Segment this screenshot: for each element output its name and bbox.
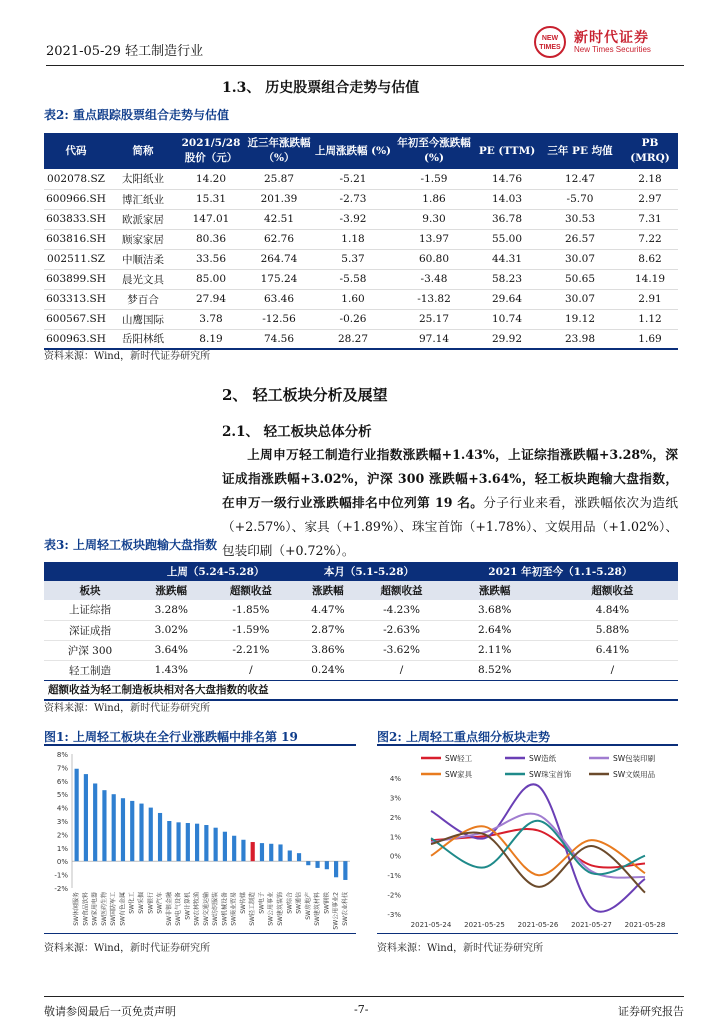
fig2-ytick-label: -3% xyxy=(387,911,401,919)
table3-sub-header: 涨跌幅 xyxy=(136,581,206,600)
table3-cell: -4.23% xyxy=(383,603,420,616)
fig1-bar xyxy=(167,821,171,861)
fig1-caption: 图1: 上周轻工板块在全行业涨跌幅中排名第 19 xyxy=(44,730,298,744)
fig1-bar xyxy=(297,853,301,861)
fig2-ytick-label: 0% xyxy=(389,852,401,861)
table3-row xyxy=(44,600,678,620)
table3-cell: -3.62% xyxy=(383,644,420,656)
table2-cell: 44.31 xyxy=(476,249,538,269)
logo-chinese-name: 新时代证券 xyxy=(574,30,649,46)
footer-report-type: 证券研究报告 xyxy=(618,1005,684,1018)
table2-cell: 26.57 xyxy=(538,229,622,249)
table2-cell: 2.18 xyxy=(622,169,678,189)
table2-cell: 2.97 xyxy=(622,189,678,209)
table2-row xyxy=(44,309,678,329)
table2-cell: -5.70 xyxy=(538,189,622,209)
fig1-category-label: SW建筑材料 xyxy=(314,892,322,926)
fig2-ytick-label: -1% xyxy=(387,872,401,881)
table2-cell: 147.01 xyxy=(178,209,244,229)
table3-sub-header: 超额收益 xyxy=(360,581,442,600)
paragraph-bold-text: 上周申万轻工制造行业指数涨跌幅+1.43%，上证综指涨跌幅+3.28%，深证成指涨跌幅+3.02%，沪深 300 涨跌幅+3.64%，轻工板块跑输大盘指数，在申万一级行业涨跌幅排名中位列第 19 名。 xyxy=(222,447,678,510)
fig1-ytick-label: 8% xyxy=(56,751,68,759)
page-header xyxy=(46,30,684,66)
table2 xyxy=(44,133,678,350)
fig1-bar xyxy=(121,798,125,861)
fig2-series-line xyxy=(431,832,645,892)
table3-sub-header: 涨跌幅 xyxy=(295,581,360,600)
table2-cell: 29.64 xyxy=(476,289,538,309)
fig1-bar xyxy=(176,822,180,861)
fig1-bar xyxy=(130,801,134,861)
table2-cell: 201.39 xyxy=(244,189,314,209)
table2-cell: 85.00 xyxy=(178,269,244,289)
table3-cell: 轻工制造 xyxy=(69,664,111,677)
table3-cell: 0.24% xyxy=(311,664,345,676)
table2-col-header: 2021/5/28 股价（元） xyxy=(178,133,244,169)
fig1-category-label: SW休闲服务 xyxy=(73,892,81,926)
table2-row xyxy=(44,269,678,289)
table2-row xyxy=(44,209,678,229)
fig1-bar xyxy=(232,836,236,861)
table2-cell: -2.73 xyxy=(314,189,392,209)
table3-cell: 3.68% xyxy=(478,603,512,616)
fig1-bar xyxy=(306,861,310,865)
table2-cell: 62.76 xyxy=(244,229,314,249)
fig1-category-label: SW医药生物 xyxy=(100,892,108,926)
fig1-category-label: SW建筑装饰 xyxy=(277,892,284,926)
table3-row xyxy=(44,620,678,640)
fig1-source: 资料来源：Wind，新时代证券研究所 xyxy=(44,943,211,954)
table2-cell: 12.47 xyxy=(538,169,622,189)
table3-cell: 深证成指 xyxy=(69,624,111,637)
fig1-bar xyxy=(75,769,79,861)
fig1-bar xyxy=(334,861,338,877)
fig2-legend-label: SW轻工 xyxy=(445,754,473,763)
fig2-legend-label: SW家具 xyxy=(445,770,473,779)
table2-cell: 80.36 xyxy=(178,229,244,249)
fig2-legend-label: SW文娱用品 xyxy=(613,770,656,779)
fig1-category-label: SW轻工制造 xyxy=(249,892,257,926)
table2-cell: 29.92 xyxy=(476,329,538,349)
fig2-bottom-rule xyxy=(377,933,678,934)
table2-row xyxy=(44,249,678,269)
fig1-bar xyxy=(260,843,264,861)
table2-cell: 15.31 xyxy=(178,189,244,209)
table3-cell: 3.64% xyxy=(154,644,188,656)
fig1-category-label: SW机械设备 xyxy=(221,892,229,926)
analysis-paragraph xyxy=(222,443,678,563)
table3-cell: / xyxy=(399,664,404,676)
table2-cell: 30.07 xyxy=(538,289,622,309)
table2-row xyxy=(44,329,678,349)
table2-cell: 97.14 xyxy=(392,329,476,349)
fig1-category-label: SW非银金融 xyxy=(165,892,173,926)
table3-cell: 4.47% xyxy=(311,603,345,616)
fig1-category-label: SW汽车 xyxy=(156,892,164,914)
fig1-category-label: SW家用电器 xyxy=(91,892,99,926)
table3-sub-header: 板块 xyxy=(44,581,136,600)
page-footer xyxy=(44,996,684,1016)
table2-cell: 1.69 xyxy=(622,329,678,349)
fig2-ytick-label: -2% xyxy=(387,891,401,900)
table2-cell: 5.37 xyxy=(314,249,392,269)
table2-cell: 603816.SH xyxy=(44,229,108,249)
fig1-ytick-label: 0% xyxy=(56,858,68,867)
fig1-category-label: SW交通运输 xyxy=(202,892,210,926)
table2-row xyxy=(44,229,678,249)
fig2-legend-label: SW造纸 xyxy=(529,754,557,763)
table2-col-header: 年初至今涨跌幅 (%) xyxy=(392,133,476,169)
fig1-category-label: SW公用事业 xyxy=(267,892,275,926)
table3-row xyxy=(44,660,678,680)
table3-cell: 3.28% xyxy=(154,603,188,616)
table2-cell: 岳阳林纸 xyxy=(108,329,178,349)
table2-cell: 603313.SH xyxy=(44,289,108,309)
header-date-industry: 2021-05-29 轻工制造行业 xyxy=(46,44,204,59)
fig1-bar xyxy=(158,813,162,861)
fig1-category-label: SW综合 xyxy=(286,892,294,914)
fig2-legend-label: SW包装印刷 xyxy=(613,754,656,763)
table3-cell: 1.43% xyxy=(154,664,188,676)
fig1-category-label: SW国防军工 xyxy=(110,892,118,926)
fig1-bar xyxy=(112,794,116,861)
table2-cell: 顾家家居 xyxy=(108,229,178,249)
table3-cell: / xyxy=(610,664,615,676)
table2-cell: -3.92 xyxy=(314,209,392,229)
footer-page-number: -7- xyxy=(354,1003,369,1016)
table3-group-header: 上周（5.24-5.28） xyxy=(136,562,295,581)
fig1-bar xyxy=(251,842,255,861)
table3-source: 资料来源：Wind，新时代证券研究所 xyxy=(44,703,211,714)
table2-source: 资料来源：Wind，新时代证券研究所 xyxy=(44,351,211,362)
table3-cell: 4.84% xyxy=(595,603,630,616)
footer-disclaimer: 敬请参阅最后一页免责声明 xyxy=(44,1005,176,1018)
section-2-title: 2、 轻工板块分析及展望 xyxy=(222,386,388,404)
table2-cell: 63.46 xyxy=(244,289,314,309)
fig1-ytick-label: -1% xyxy=(54,871,68,880)
table3-group-row xyxy=(44,562,678,581)
table2-cell: 42.51 xyxy=(244,209,314,229)
table2-col-header: 上周涨跌幅 (%) xyxy=(314,133,392,169)
company-logo xyxy=(534,26,684,60)
table2-cell: 8.62 xyxy=(622,249,678,269)
table2-cell: 1.18 xyxy=(314,229,392,249)
table3-sub-row xyxy=(44,581,678,600)
table3-cell: 5.88% xyxy=(595,624,630,636)
fig2-xtick-label: 2021-05-28 xyxy=(624,921,666,929)
table2-cell: 002078.SZ xyxy=(44,169,108,189)
fig1-category-label: SW农林牧渔 xyxy=(193,892,201,926)
table2-col-header: PE (TTM) xyxy=(476,133,538,169)
table2-cell: -13.82 xyxy=(392,289,476,309)
fig2-source: 资料来源：Wind，新时代证券研究所 xyxy=(377,943,544,954)
table2-cell: 23.98 xyxy=(538,329,622,349)
fig1-category-label: SW农业科技 xyxy=(341,892,349,926)
fig2-caption: 图2: 上周轻工重点细分板块走势 xyxy=(377,730,550,744)
fig1-bar xyxy=(288,850,292,861)
fig1-category-label: SW房地产 xyxy=(304,892,312,920)
table2-cell: 600567.SH xyxy=(44,309,108,329)
table3-sub-header: 超额收益 xyxy=(206,581,295,600)
fig1-bar xyxy=(204,825,208,861)
table2-cell: 55.00 xyxy=(476,229,538,249)
fig1-category-label: SW电气设备 xyxy=(175,892,183,926)
fig2-ytick-label: 2% xyxy=(389,813,401,822)
table2-cell: -12.56 xyxy=(244,309,314,329)
fig1-ytick-label: 1% xyxy=(56,844,68,853)
fig1-bar xyxy=(139,804,143,862)
table2-cell: 36.78 xyxy=(476,209,538,229)
table3-caption: 表3: 上周轻工板块跑输大盘指数 xyxy=(44,538,217,552)
fig1-bar xyxy=(102,790,106,861)
fig1-category-label: SW电子 xyxy=(258,892,266,914)
table2-cell: -5.58 xyxy=(314,269,392,289)
table2-cell: 中顺洁柔 xyxy=(108,249,178,269)
table3-cell: 8.52% xyxy=(478,664,512,676)
fig1-bar xyxy=(93,783,97,861)
fig1-bar xyxy=(84,774,88,861)
table2-cell: 33.56 xyxy=(178,249,244,269)
fig1-bar xyxy=(315,861,319,868)
table2-cell: 1.60 xyxy=(314,289,392,309)
table2-cell: 600963.SH xyxy=(44,329,108,349)
table2-cell: 58.23 xyxy=(476,269,538,289)
table2-cell: 14.03 xyxy=(476,189,538,209)
section-1-3-title: 1.3、 历史股票组合走势与估值 xyxy=(222,80,420,96)
table3-cell: 2.87% xyxy=(311,624,345,636)
table2-cell: 3.78 xyxy=(178,309,244,329)
table2-cell: 7.22 xyxy=(622,229,678,249)
fig2-line-chart xyxy=(377,746,678,932)
table2-cell: 74.56 xyxy=(244,329,314,349)
fig1-category-label: SW采掘 xyxy=(138,892,145,914)
fig1-bottom-rule xyxy=(44,933,356,934)
table2-caption: 表2: 重点跟踪股票组合走势与估值 xyxy=(44,108,229,122)
table3-cell: 沪深 300 xyxy=(67,644,113,657)
table2-col-header: 代码 xyxy=(44,133,108,169)
table3-cell: -1.85% xyxy=(232,603,270,616)
table2-cell: 1.86 xyxy=(392,189,476,209)
table2-cell: 14.76 xyxy=(476,169,538,189)
table3-cell: -2.21% xyxy=(232,644,270,656)
fig1-category-label: SW纺织服装 xyxy=(212,892,220,926)
table3-group-header: 本月（5.1-5.28） xyxy=(295,562,442,581)
table2-cell: -5.21 xyxy=(314,169,392,189)
fig1-ytick-label: 4% xyxy=(56,804,68,813)
fig2-ytick-label: 1% xyxy=(389,833,401,842)
table3-cell: 6.41% xyxy=(595,644,630,656)
table3-cell: / xyxy=(249,664,253,676)
table2-cell: 175.24 xyxy=(244,269,314,289)
table2-cell: -0.26 xyxy=(314,309,392,329)
fig1-bar xyxy=(325,861,329,869)
fig1-ytick-label: 3% xyxy=(56,818,68,826)
table2-cell: 30.07 xyxy=(538,249,622,269)
logo-mark: NEW TIMES xyxy=(534,26,566,58)
fig1-ytick-label: 5% xyxy=(56,791,68,800)
table3-note: 超额收益为轻工制造板块相对各大盘指数的收益 xyxy=(44,680,678,700)
fig1-category-label: SW有色金属 xyxy=(119,892,127,926)
table2-col-header: 三年 PE 均值 xyxy=(538,133,622,169)
table3-cell: 2.64% xyxy=(478,624,512,636)
table2-cell: 603899.SH xyxy=(44,269,108,289)
table3-sub-header: 超额收益 xyxy=(547,581,678,600)
table2-cell: 264.74 xyxy=(244,249,314,269)
table2-row xyxy=(44,289,678,309)
table2-cell: 欧派家居 xyxy=(108,209,178,229)
table3-cell: -2.63% xyxy=(383,624,420,636)
table3-row xyxy=(44,640,678,660)
table2-cell: 7.31 xyxy=(622,209,678,229)
fig1-category-label: SW计算机 xyxy=(184,892,192,920)
table2-cell: 10.74 xyxy=(476,309,538,329)
table2-row xyxy=(44,189,678,209)
fig1-category-label: SW食品饮料 xyxy=(82,892,90,926)
fig1-bar xyxy=(195,824,199,862)
table3-group-header: 2021 年初至今（1.1-5.28） xyxy=(443,562,678,581)
table2-cell: -1.59 xyxy=(392,169,476,189)
table2-cell: 60.80 xyxy=(392,249,476,269)
fig1-bar xyxy=(241,840,245,861)
table3-cell: 2.11% xyxy=(478,644,512,656)
table2-row xyxy=(44,169,678,189)
paragraph-normal-text: 分子行业来看，涨跌幅依次为造纸（+2.57%）、家具（+1.89%）、珠宝首饰（+1.78%）、文娱用品（+1.02%）、包装印刷（+0.72%）。 xyxy=(222,495,679,558)
table2-cell: 14.19 xyxy=(622,269,678,289)
table2-cell: 19.12 xyxy=(538,309,622,329)
fig1-category-label: SW通信 xyxy=(295,892,303,914)
table3-cell: -1.59% xyxy=(232,624,270,636)
table2-cell: 28.27 xyxy=(314,329,392,349)
table2-cell: 600966.SH xyxy=(44,189,108,209)
table3 xyxy=(44,562,678,701)
fig1-bar xyxy=(269,844,273,861)
table3-sub-header: 涨跌幅 xyxy=(443,581,547,600)
table2-cell: 14.20 xyxy=(178,169,244,189)
table2-cell: -3.48 xyxy=(392,269,476,289)
fig2-xtick-label: 2021-05-25 xyxy=(464,921,505,929)
table2-cell: 25.17 xyxy=(392,309,476,329)
table2-cell: 50.65 xyxy=(538,269,622,289)
fig1-bar xyxy=(186,823,190,861)
table2-col-header: 近三年涨跌幅（%） xyxy=(244,133,314,169)
fig1-ytick-label: 2% xyxy=(56,831,68,840)
fig1-bar-chart xyxy=(44,746,356,932)
table3-cell: 3.02% xyxy=(154,624,188,636)
fig1-category-label: SW公用事业2 xyxy=(332,892,340,930)
table2-cell: 梦百合 xyxy=(108,289,178,309)
fig1-category-label: SW商业贸易 xyxy=(230,892,238,926)
table2-col-header: 简称 xyxy=(108,133,178,169)
fig1-bar xyxy=(214,828,218,862)
table2-cell: 博汇纸业 xyxy=(108,189,178,209)
fig1-bar xyxy=(343,861,347,880)
fig1-category-label: SW化工 xyxy=(128,892,136,914)
table2-header-row xyxy=(44,133,678,169)
fig2-legend-label: SW珠宝首饰 xyxy=(529,770,572,779)
fig1-ytick-label: 7% xyxy=(56,764,68,773)
fig1-category-label: SW钢铁 xyxy=(323,892,331,914)
fig2-ytick-label: 3% xyxy=(389,794,401,803)
fig1-ytick-label: 6% xyxy=(56,777,68,786)
table2-cell: 太阳纸业 xyxy=(108,169,178,189)
table2-cell: 002511.SZ xyxy=(44,249,108,269)
table2-cell: 25.87 xyxy=(244,169,314,189)
table2-cell: 13.97 xyxy=(392,229,476,249)
fig1-bar xyxy=(223,832,227,861)
table2-cell: 8.19 xyxy=(178,329,244,349)
fig2-xtick-label: 2021-05-24 xyxy=(410,921,452,929)
table2-cell: 2.91 xyxy=(622,289,678,309)
fig2-ytick-label: 4% xyxy=(389,775,401,783)
table3-cell: 上证综指 xyxy=(69,604,111,617)
table2-cell: 山鹰国际 xyxy=(108,309,178,329)
fig2-xtick-label: 2021-05-26 xyxy=(517,921,559,929)
table3-cell: 3.86% xyxy=(311,644,345,656)
fig1-category-label: SW传媒 xyxy=(239,892,247,914)
logo-english-name: New Times Securities xyxy=(574,45,651,54)
fig1-bar xyxy=(278,844,282,861)
section-2-1-title: 2.1、 轻工板块总体分析 xyxy=(222,424,372,440)
table2-cell: 9.30 xyxy=(392,209,476,229)
table2-cell: 27.94 xyxy=(178,289,244,309)
fig1-bar xyxy=(149,808,153,862)
table2-col-header: PB (MRQ) xyxy=(622,133,678,169)
table2-cell: 603833.SH xyxy=(44,209,108,229)
table2-cell: 1.12 xyxy=(622,309,678,329)
fig1-ytick-label: -2% xyxy=(54,885,68,893)
fig1-category-label: SW银行 xyxy=(147,892,155,914)
table2-cell: 30.53 xyxy=(538,209,622,229)
table2-cell: 晨光文具 xyxy=(108,269,178,289)
fig2-xtick-label: 2021-05-27 xyxy=(571,921,612,929)
